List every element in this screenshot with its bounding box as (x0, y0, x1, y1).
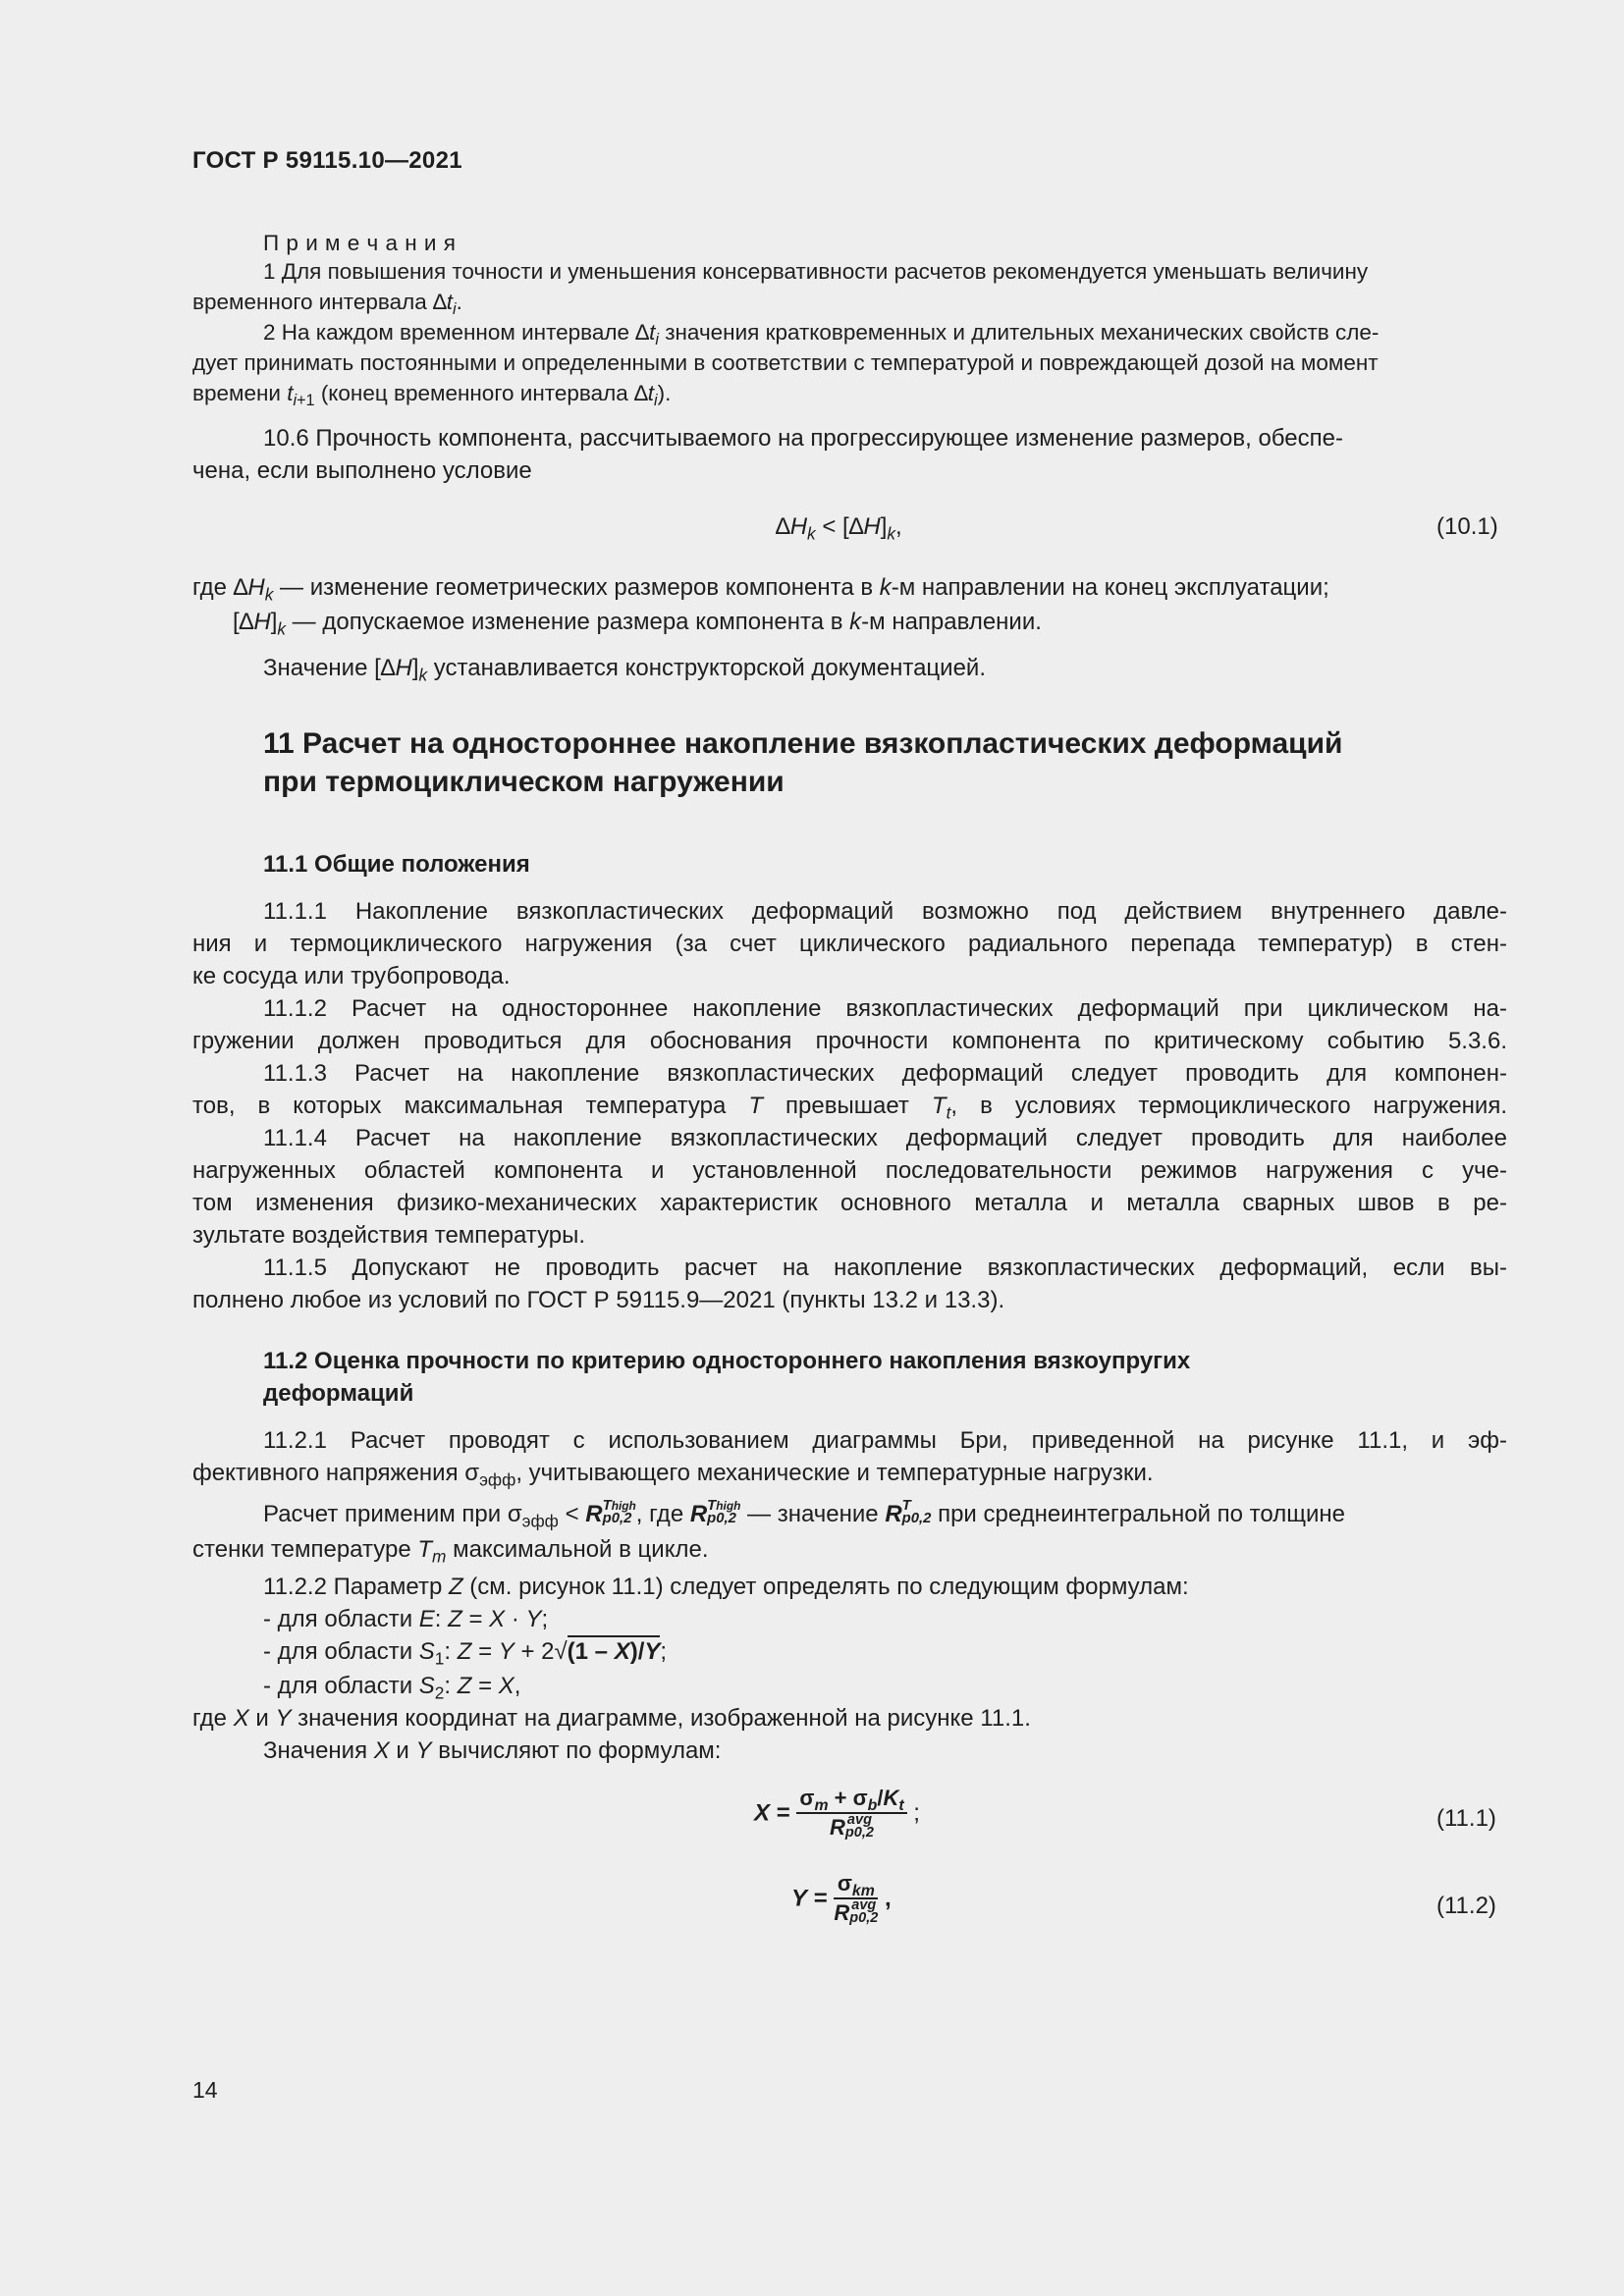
p11-1-5-line-1: 11.1.5 Допускают не проводить расчет на накопление вязкопластических деформаций, если вы- (263, 1255, 1507, 1281)
p11-1-4-line-2: нагруженных областей компонента и установленной последовательности режимов нагружения с уче- (192, 1157, 1507, 1184)
formula-10-1: $\Delta H_k < [\Delta H]_k$, (776, 513, 902, 544)
p11-1-1-line-2: ния и термоциклического нагружения (за счет циклического радиального перепада температур) в стен- (192, 931, 1507, 957)
note-2-line-3: времени $t_{i+1}$ (конец временного интервала $\Delta t_i$). (192, 381, 672, 410)
p11-1-1-line-1: 11.1.1 Накопление вязкопластических деформаций возможно под действием внутреннего давле- (263, 898, 1507, 925)
p11-1-3-line-2: тов, в которых максимальная температура T превышает $T_t$, в условиях термоциклического нагружения. (192, 1093, 1507, 1123)
p11-1-2-line-2: гружении должен проводиться для обоснования прочности компонента по критическому событию 5.3.6. (192, 1028, 1507, 1054)
list-item-region-s2: - для области $S_2$: Z = X, (263, 1673, 521, 1703)
p11-1-4-line-4: зультате воздействия температуры. (192, 1222, 586, 1249)
p11-1-1-line-3: ке сосуда или трубопровода. (192, 963, 511, 989)
p11-1-3-line-1: 11.1.3 Расчет на накопление вязкопластических деформаций следует проводить для компонен- (263, 1060, 1507, 1087)
note-2-line-2: дует принимать постоянными и определенными в соответствии с температурой и повреждающей дозой на момент (192, 350, 1379, 375)
note-1-line-1: 1 Для повышения точности и уменьшения консервативности расчетов рекомендуется уменьшать величину (263, 259, 1369, 284)
formula-11-2: Y = $\sigma_{km}$ R avg p0,2 , (791, 1871, 892, 1927)
subsection-11-1-title: 11.1 Общие положения (263, 851, 530, 878)
formula-11-2-number: (11.2) (1436, 1893, 1496, 1919)
subsection-11-2-title-line-2: деформаций (263, 1380, 414, 1407)
notes-title: П р и м е ч а н и я (263, 231, 457, 255)
formula-11-1-number: (11.1) (1436, 1805, 1496, 1832)
p11-1-5-line-2: полнено любое из условий по ГОСТ Р 59115.9—2021 (пункты 13.2 и 13.3). (192, 1287, 1005, 1313)
note-1-line-2: временного интервала $\Delta t_i$. (192, 290, 462, 319)
list-item-region-e: - для области E: Z = X · Y; (263, 1606, 549, 1632)
where-x-y: где X и Y значения координат на диаграмме, изображенной на рисунке 11.1. (192, 1705, 1031, 1732)
p11-2-1-applicability: Расчет применим при $\sigma_{эфф} < R$ Thigh p0,2 , где R Thigh p0,2 — значение R T p0,2 при среднеинтегральной по толщине (263, 1498, 1345, 1531)
p11-2-1-line-1: 11.2.1 Расчет проводят с использованием диаграммы Бри, приведенной на рисунке 11.1, и эф- (263, 1427, 1507, 1454)
compute-x-y: Значения X и Y вычисляют по формулам: (263, 1737, 722, 1764)
document-header: ГОСТ Р 59115.10—2021 (192, 147, 462, 174)
formula-10-1-number: (10.1) (1436, 513, 1498, 540)
list-item-region-s1: - для области $S_1$: Z = Y + 2√(1 – X)/Y; (263, 1635, 667, 1668)
p11-1-2-line-1: 11.1.2 Расчет на одностороннее накопление вязкопластических деформаций при циклическом на- (263, 995, 1507, 1022)
p11-2-1-applicability-line-2: стенки температуре $T_m$ максимальной в цикле. (192, 1536, 709, 1567)
value-statement: Значение $[\Delta H]_k$ устанавливается конструкторской документацией. (263, 655, 986, 685)
p11-2-2-intro: 11.2.2 Параметр Z (см. рисунок 11.1) следует определять по следующим формулам: (263, 1574, 1189, 1600)
formula-11-1: X = $\sigma_m + \sigma_b/K_t$ R avg p0,2 ; (754, 1786, 920, 1842)
where-delta-h: где $\Delta H_k$ — изменение геометрических размеров компонента в k-м направлении на конец эксплуатации; (192, 574, 1329, 605)
note-2-line-1: 2 На каждом временном интервале $\Delta t_i$ значения кратковременных и длительных механических свойств сле- (263, 320, 1380, 349)
page-number: 14 (192, 2077, 218, 2103)
p11-1-4-line-1: 11.1.4 Расчет на накопление вязкопластических деформаций следует проводить для наиболее (263, 1125, 1507, 1151)
section-11-title-line-1: 11 Расчет на одностороннее накопление вязкопластических деформаций (263, 727, 1343, 760)
where-allowed-delta-h: $[\Delta H]_k$ — допускаемое изменение размера компонента в k-м направлении. (233, 609, 1042, 639)
p10-6-line-2: чена, если выполнено условие (192, 457, 532, 484)
section-11-title-line-2: при термоциклическом нагружении (263, 766, 785, 798)
p11-1-4-line-3: том изменения физико-механических характеристик основного металла и металла сварных швов в ре- (192, 1190, 1507, 1216)
p11-2-1-line-2: фективного напряжения $\sigma_{эфф}$, учитывающего механические и температурные нагрузки. (192, 1460, 1154, 1490)
p10-6-line-1: 10.6 Прочность компонента, рассчитываемого на прогрессирующее изменение размеров, обеспе- (263, 425, 1343, 452)
subsection-11-2-title-line-1: 11.2 Оценка прочности по критерию одностороннего накопления вязкоупругих (263, 1348, 1191, 1374)
